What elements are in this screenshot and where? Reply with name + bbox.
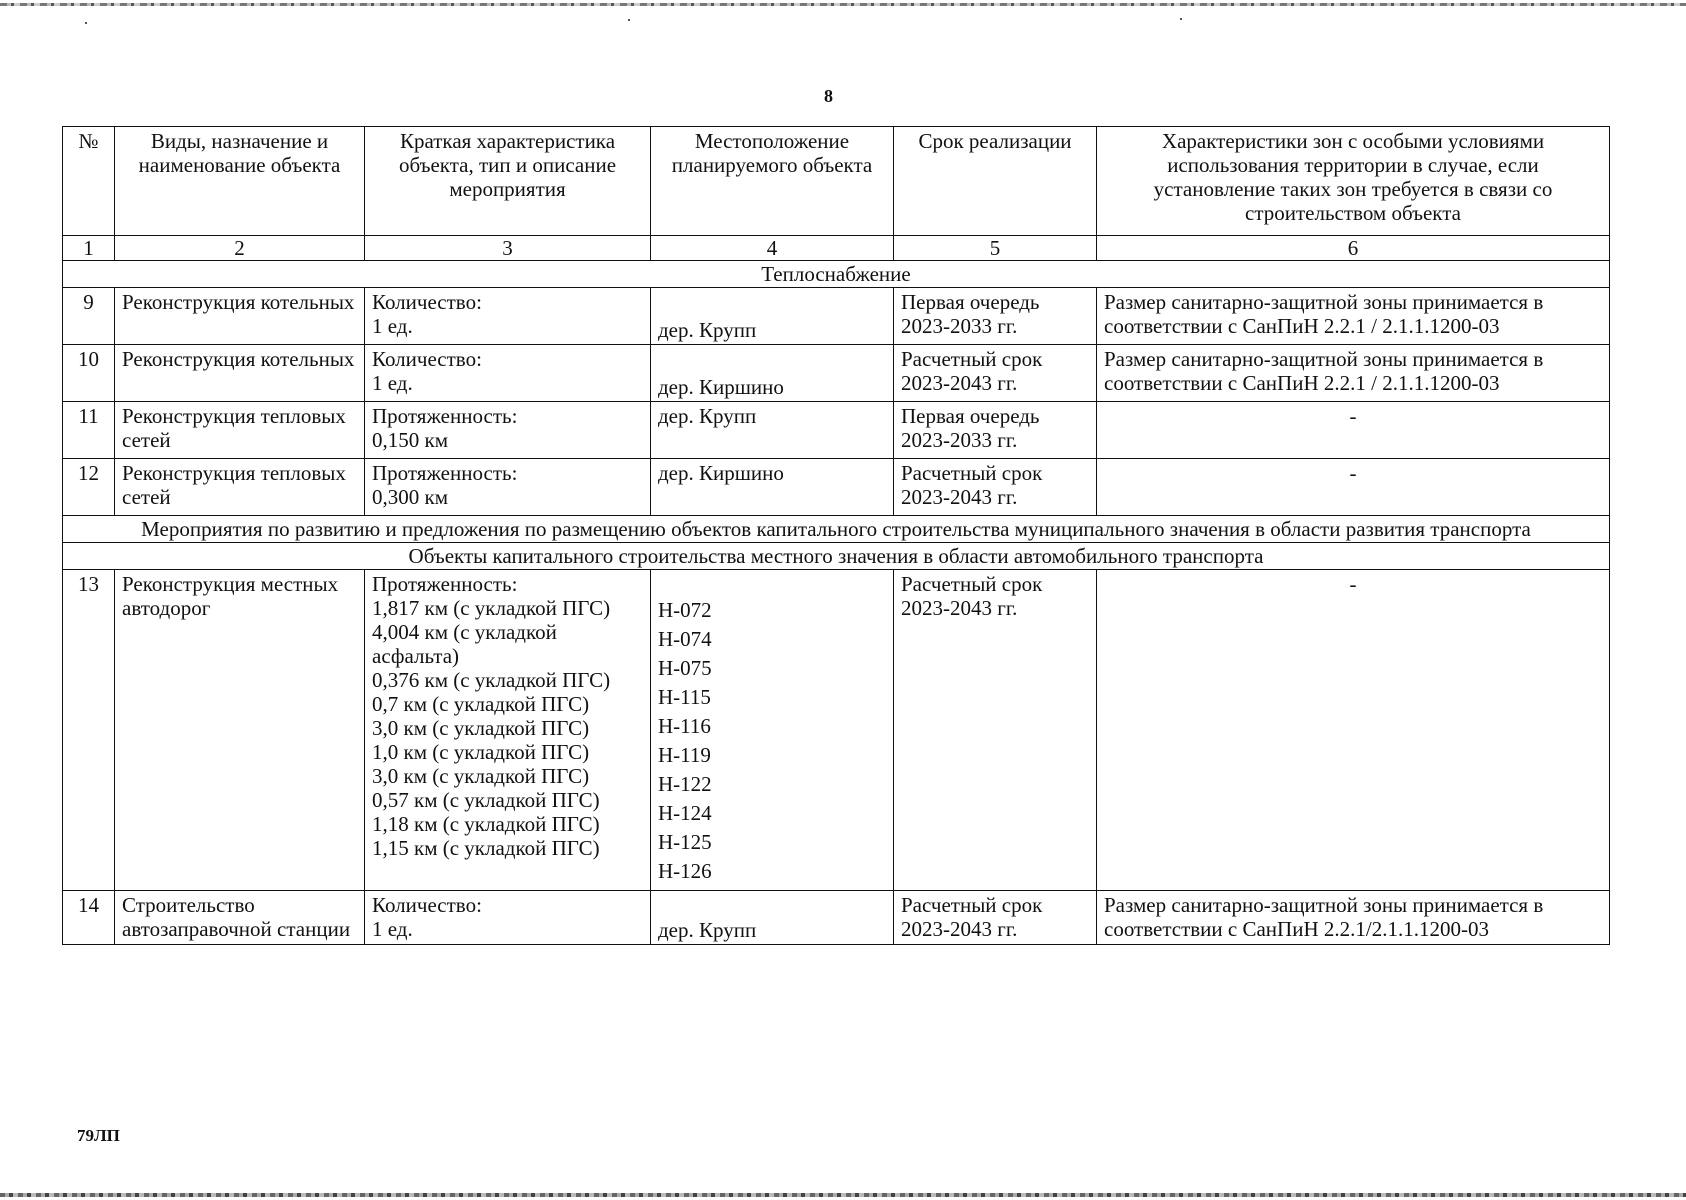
road-length: 0,57 км (с укладкой ПГС) <box>372 788 600 812</box>
object-characteristics <box>365 402 651 459</box>
column-number: 4 <box>651 236 894 261</box>
section-row <box>63 261 1610 288</box>
object-name: Реконструкция котельных <box>115 345 365 402</box>
zone-characteristics: Размер санитарно-защитной зоны принимается в соответствии с СанПиН 2.2.1/2.1.1.1200-03 <box>1097 891 1610 945</box>
section-row <box>63 543 1610 570</box>
header-no: № <box>63 127 115 236</box>
column-number: 5 <box>894 236 1097 261</box>
table-row <box>63 288 1610 345</box>
row-number: 11 <box>63 402 115 459</box>
object-characteristics <box>365 459 651 516</box>
road-code: Н-126 <box>658 859 712 883</box>
road-length: 1,0 км (с укладкой ПГС) <box>372 740 590 764</box>
zone-characteristics: - <box>1097 402 1610 459</box>
object-location: дер. Крупп <box>651 402 894 459</box>
column-number-row <box>63 236 1610 261</box>
header-zones: Характеристики зон с особыми условиями использования территории в случае, если установление таких зон требуется в связи со строительством объекта <box>1097 127 1610 236</box>
characteristic-value: 1 ед. <box>372 917 413 941</box>
column-number: 1 <box>63 236 115 261</box>
characteristic-label: Количество: <box>372 347 482 371</box>
table-row <box>63 459 1610 516</box>
characteristic-label: Протяженность: <box>372 404 518 428</box>
table-row <box>63 402 1610 459</box>
road-length: 4,004 км (с укладкой асфальта) <box>372 620 557 668</box>
zone-characteristics: Размер санитарно-защитной зоны принимается в соответствии с СанПиН 2.2.1 / 2.1.1.1200-03 <box>1097 345 1610 402</box>
scan-speck <box>1180 18 1182 20</box>
implementation-term: Первая очередь 2023-2033 гг. <box>894 402 1097 459</box>
document-code: 79ЛП <box>77 1126 120 1145</box>
road-code: Н-122 <box>658 772 712 796</box>
object-characteristics <box>365 288 651 345</box>
implementation-term: Первая очередь 2023-2033 гг. <box>894 288 1097 345</box>
scan-speck <box>628 19 630 21</box>
scan-speck <box>85 22 87 24</box>
header-characteristics: Краткая характеристика объекта, тип и описание мероприятия <box>365 127 651 236</box>
table-row <box>63 570 1610 891</box>
road-code: Н-119 <box>658 743 711 767</box>
road-length: 1,817 км (с укладкой ПГС) <box>372 596 611 620</box>
section-row <box>63 516 1610 543</box>
section-heat-supply: Теплоснабжение <box>63 261 1610 288</box>
section-transport-development: Мероприятия по развитию и предложения по размещению объектов капитального строительства муниципального значения в области развития транспорта <box>63 516 1610 543</box>
scan-edge-top <box>0 3 1686 6</box>
objects-table <box>62 126 1610 945</box>
characteristic-value: 0,300 км <box>372 485 448 509</box>
zone-characteristics: Размер санитарно-защитной зоны принимается в соответствии с СанПиН 2.2.1 / 2.1.1.1200-03 <box>1097 288 1610 345</box>
table-row <box>63 345 1610 402</box>
road-length: 3,0 км (с укладкой ПГС) <box>372 764 590 788</box>
object-characteristics <box>365 345 651 402</box>
object-name: Реконструкция тепловых сетей <box>115 402 365 459</box>
characteristic-label: Протяженность: <box>372 461 518 485</box>
characteristic-label: Количество: <box>372 893 482 917</box>
zone-characteristics: - <box>1097 570 1610 891</box>
road-code: Н-072 <box>658 598 712 622</box>
characteristic-label: Количество: <box>372 290 482 314</box>
section-road-transport: Объекты капитального строительства местного значения в области автомобильного транспорта <box>63 543 1610 570</box>
characteristic-value: 1 ед. <box>372 314 413 338</box>
road-code: Н-124 <box>658 801 712 825</box>
column-number: 3 <box>365 236 651 261</box>
object-name: Реконструкция местных автодорог <box>115 570 365 891</box>
object-name: Реконструкция тепловых сетей <box>115 459 365 516</box>
object-characteristics <box>365 891 651 945</box>
road-code: Н-074 <box>658 627 712 651</box>
object-location: дер. Крупп <box>651 288 894 345</box>
characteristic-value: 0,150 км <box>372 428 448 452</box>
column-number: 6 <box>1097 236 1610 261</box>
header-row <box>63 127 1610 236</box>
scan-edge-bottom <box>0 1193 1686 1197</box>
road-code: Н-125 <box>658 830 712 854</box>
characteristic-label: Протяженность: <box>372 572 518 596</box>
road-code: Н-115 <box>658 685 711 709</box>
column-number: 2 <box>115 236 365 261</box>
implementation-term: Расчетный срок 2023-2043 гг. <box>894 570 1097 891</box>
row-number: 10 <box>63 345 115 402</box>
row-number: 13 <box>63 570 115 891</box>
object-location: дер. Киршино <box>651 345 894 402</box>
road-length: 1,18 км (с укладкой ПГС) <box>372 812 600 836</box>
road-length: 1,15 км (с укладкой ПГС) <box>372 836 600 860</box>
row-number: 14 <box>63 891 115 945</box>
zone-characteristics: - <box>1097 459 1610 516</box>
object-location: дер. Киршино <box>651 459 894 516</box>
implementation-term: Расчетный срок 2023-2043 гг. <box>894 345 1097 402</box>
row-number: 12 <box>63 459 115 516</box>
road-length: 0,376 км (с укладкой ПГС) <box>372 668 611 692</box>
road-length: 0,7 км (с укладкой ПГС) <box>372 692 590 716</box>
row-number: 9 <box>63 288 115 345</box>
header-term: Срок реализации <box>894 127 1097 236</box>
page-number: 8 <box>824 86 833 106</box>
table-row <box>63 891 1610 945</box>
object-location: дер. Крупп <box>651 891 894 945</box>
implementation-term: Расчетный срок 2023-2043 гг. <box>894 891 1097 945</box>
characteristic-value: 1 ед. <box>372 371 413 395</box>
road-code: Н-075 <box>658 656 712 680</box>
object-name: Реконструкция котельных <box>115 288 365 345</box>
object-characteristics <box>365 570 651 891</box>
object-location <box>651 570 894 891</box>
header-location: Местоположение планируемого объекта <box>651 127 894 236</box>
implementation-term: Расчетный срок 2023-2043 гг. <box>894 459 1097 516</box>
object-name: Строительство автозаправочной станции <box>115 891 365 945</box>
road-code: Н-116 <box>658 714 711 738</box>
header-object-type: Виды, назначение и наименование объекта <box>115 127 365 236</box>
road-length: 3,0 км (с укладкой ПГС) <box>372 716 590 740</box>
